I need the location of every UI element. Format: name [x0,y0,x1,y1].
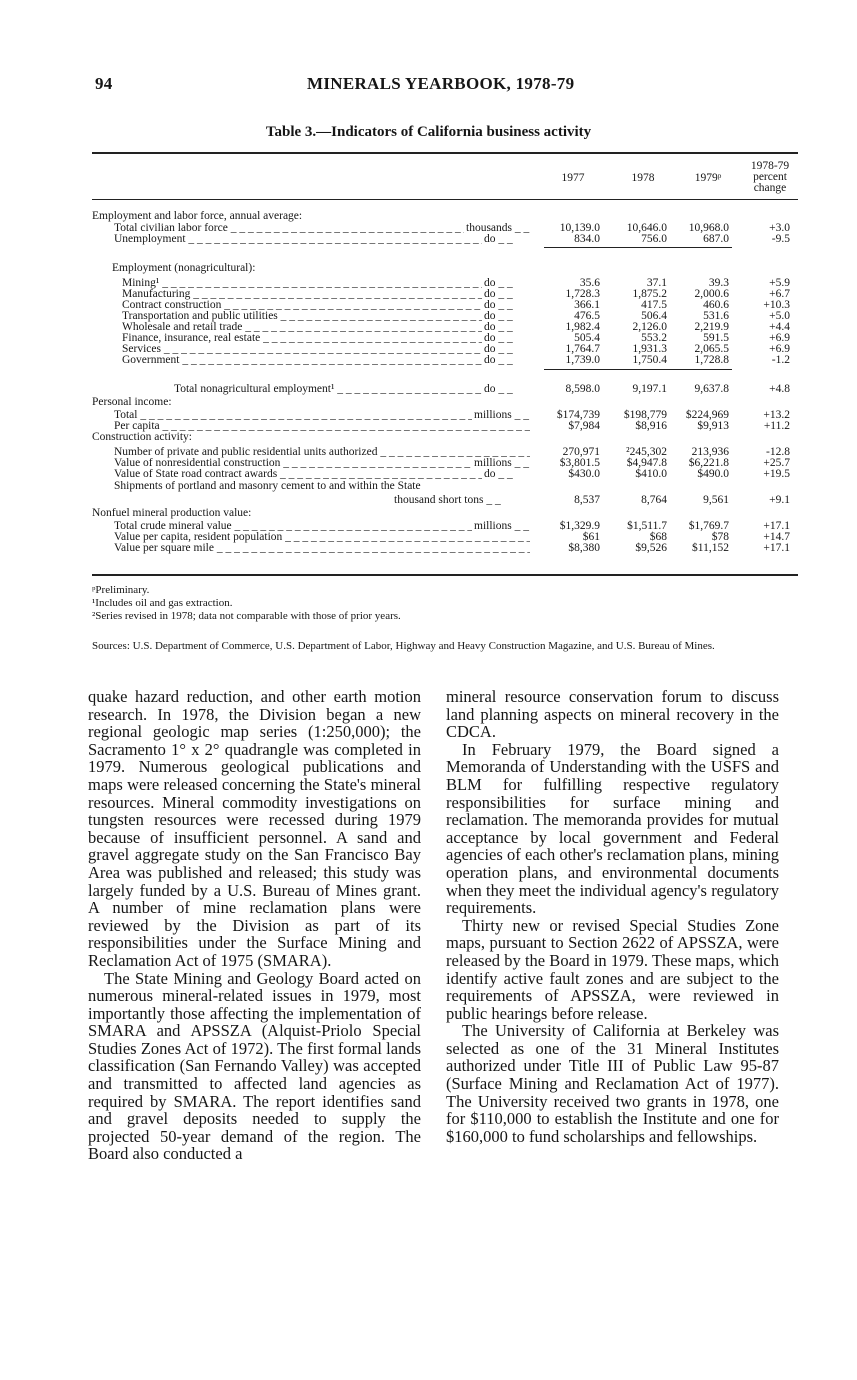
table-top-rule [92,152,798,154]
cell-1978: 2,126.0 [632,321,667,333]
cell-change: -1.2 [771,354,790,366]
row-unit: millions _ _ [472,521,529,532]
row-unit: do _ _ [482,333,513,344]
column-header-1979: 1979ᵖ [694,172,722,184]
cell-1977: 270,971 [562,446,600,458]
cell-1978: 1,931.3 [632,343,667,355]
table-subtotal-rule [544,247,732,248]
table-row [92,543,798,554]
table-row [92,384,798,395]
table-bottom-rule [92,574,798,576]
table-row [92,322,798,333]
row-label: Value of State road contract awards _ _ _ [114,469,482,480]
cell-change: +6.9 [769,343,790,355]
footnote-preliminary: ᵖPreliminary. [92,584,150,596]
cell-1979: $78 [711,531,729,543]
cell-1977: $3,801.5 [559,457,600,469]
cell-1977: $174,739 [556,409,600,421]
page-number: 94 [95,74,113,93]
row-label: Total crude mineral value _ _ _ [114,521,472,532]
row-label: Services _ _ _ [122,344,482,355]
cell-1977: 10,139.0 [559,222,600,234]
cell-change: +14.7 [763,531,790,543]
cell-1979: $6,221.8 [688,457,729,469]
table-row [92,344,798,355]
cell-1979: 9,561 [703,494,729,506]
cell-change: +4.8 [769,383,790,395]
cell-1979: 2,065.5 [694,343,729,355]
paragraph: In February 1979, the Board signed a Memoranda of Understanding with the USFS and BLM for fulfilling respective regulatory responsibilities for surface mining and reclamation. The memoranda provides for mutual acceptance by local government and Federal agencies of each other's reclamation plans, mining operation plans, and environmental documents when they meet the individual agency's regulatory requirements. [446,739,779,918]
column-header-change-line2: percent [753,171,787,183]
column-header-1978: 1978 [631,172,655,184]
table-sources: Sources: U.S. Department of Commerce, U.S. Department of Labor, Highway and Heavy Construction Magazine, and U.S. Bureau of Mines. [92,640,715,652]
row-label: Total nonagricultural employment¹ _ _ _ [174,384,482,395]
paragraph: mineral resource conservation forum to discuss land planning aspects on mineral recovery in the CDCA. [446,687,779,742]
table-row [92,521,798,532]
cell-1979: $9,913 [697,420,729,432]
cell-1977: 1,728.3 [565,288,600,300]
cell-1978: 10,646.0 [626,222,667,234]
cell-1979: 531.6 [703,310,729,322]
cell-1978: 1,875.2 [632,288,667,300]
cell-1978: $9,526 [635,542,667,554]
cell-change: +17.1 [763,542,790,554]
cell-change: +5.0 [769,310,790,322]
cell-1978: 756.0 [641,233,667,245]
row-unit: do _ _ [482,322,513,333]
cell-1979: $1,769.7 [688,520,729,532]
footnote-1: ¹Includes oil and gas extraction. [92,597,233,609]
row-unit: do _ _ [482,469,513,480]
paragraph: The University of California at Berkeley was selected as one of the 31 Mineral Institutes authorized under Title III of Public Law 95-87 (Surface Mining and Reclamation Act of 1977). The University received two grants in 1978, one for $110,000 to establish the Institute and one for $160,000 to fund scholarships and fellowships. [446,1021,779,1146]
cell-change: +11.2 [763,420,790,432]
table-row [92,311,798,322]
cell-1979: 687.0 [703,233,729,245]
row-label: Mining¹ _ _ _ [122,278,482,289]
cell-1979: 10,968.0 [688,222,729,234]
row-label: Per capita _ _ _ [114,421,530,432]
row-unit: do _ _ [482,300,513,311]
row-label: Government _ _ _ [122,355,482,366]
cell-change: -12.8 [766,446,790,458]
cell-1977: 1,764.7 [565,343,600,355]
table-row [92,355,798,366]
table-row [92,234,798,245]
cell-change: -9.5 [771,233,790,245]
cell-1978: 553.2 [641,332,667,344]
cell-1978: ²245,302 [626,446,667,458]
table-header-rule [92,199,798,200]
cell-1978: 8,764 [641,494,667,506]
cell-change: +9.1 [769,494,790,506]
cell-1977: 35.6 [579,277,600,289]
cell-1977: $8,380 [568,542,600,554]
row-unit: millions _ _ [472,410,529,421]
cell-1978: $4,947.8 [626,457,667,469]
table-row [92,458,798,469]
row-label: Value of nonresidential construction _ _ _ [114,458,472,469]
cell-1979: 39.3 [708,277,729,289]
cell-1977: $7,984 [568,420,600,432]
body-column-right [446,688,779,1145]
body-column-left [88,688,421,1163]
row-unit: do _ _ [482,289,513,300]
section-employment: Employment and labor force, annual average: [92,210,303,222]
cell-change: +19.5 [763,468,790,480]
row-unit: do _ _ [482,384,513,395]
cell-1977: 8,598.0 [565,383,600,395]
section-construction: Construction activity: [92,431,192,443]
cell-1979: 2,000.6 [694,288,729,300]
row-unit: thousands _ _ [464,223,529,234]
row-unit: do _ _ [482,234,513,245]
cell-change: +13.2 [763,409,790,421]
cell-1978: 37.1 [646,277,667,289]
table-total-rule [544,369,732,370]
row-unit: do _ _ [482,311,513,322]
row-label: Transportation and public utilities _ _ _ [122,311,482,322]
cell-change: +4.4 [769,321,790,333]
table-row [92,223,798,234]
cell-change: +25.7 [763,457,790,469]
row-unit: millions _ _ [472,458,529,469]
table-row [92,289,798,300]
row-label: Finance, insurance, real estate _ _ _ [122,333,482,344]
cell-1979: 9,637.8 [694,383,729,395]
cell-change: +17.1 [763,520,790,532]
row-label: Value per capita, resident population _ _ _ [114,532,530,543]
row-label: Total _ _ _ [114,410,472,421]
footnote-2: ²Series revised in 1978; data not comparable with those of prior years. [92,610,401,622]
row-label: Contract construction _ _ _ [122,300,482,311]
cell-1978: 1,750.4 [632,354,667,366]
cell-1977: $61 [582,531,600,543]
table-footnotes [92,584,812,623]
row-unit: thousand short tons _ _ [392,495,501,506]
cell-1977: 476.5 [574,310,600,322]
section-personal-income: Personal income: [92,396,172,408]
journal-title: MINERALS YEARBOOK, 1978-79 [307,74,575,93]
cell-1979: 213,936 [691,446,729,458]
row-label: Number of private and public residential units authorized _ _ _ [114,447,530,458]
section-nonagricultural: Employment (nonagricultural): [112,262,256,274]
column-header-change-line1: 1978-79 [750,160,790,172]
table-row [92,333,798,344]
cell-change: +6.7 [769,288,790,300]
section-cement-shipments: Shipments of portland and masonry cement to and within the State [114,480,421,492]
cell-1978: 506.4 [641,310,667,322]
cell-1979: 591.5 [703,332,729,344]
row-unit: do _ _ [482,344,513,355]
row-unit: do _ _ [482,355,513,366]
section-mineral-value: Nonfuel mineral production value: [92,507,252,519]
column-header-change-line3: change [753,182,787,194]
cell-1978: $1,511.7 [627,520,667,532]
paragraph: Thirty new or revised Special Studies Zone maps, pursuant to Section 2622 of APSSZA, were released by the Board in 1979. These maps, which identify active fault zones and are subject to the requirements of APSSZA, were reviewed in public hearings before release. [446,915,779,1023]
cell-1978: 9,197.1 [632,383,667,395]
table-caption: Table 3.—Indicators of California business activity [265,124,592,140]
cell-1977: 505.4 [574,332,600,344]
row-label: Manufacturing _ _ _ [122,289,482,300]
table-row [92,495,798,506]
table-row [92,469,798,480]
cell-1979: $490.0 [697,468,729,480]
row-label: Unemployment _ _ _ [114,234,482,245]
cell-1977: 1,982.4 [565,321,600,333]
row-label: Wholesale and retail trade _ _ _ [122,322,482,333]
cell-1977: 834.0 [574,233,600,245]
cell-1978: $410.0 [635,468,667,480]
table-row [92,421,798,432]
cell-change: +3.0 [769,222,790,234]
row-label: Value per square mile _ _ _ [114,543,530,554]
cell-1979: 460.6 [703,299,729,311]
cell-1978: $8,916 [635,420,667,432]
row-unit: do _ _ [482,278,513,289]
cell-1978: 417.5 [641,299,667,311]
cell-1979: 1,728.8 [694,354,729,366]
cell-1977: 1,739.0 [565,354,600,366]
cell-1977: 8,537 [574,494,600,506]
cell-change: +6.9 [769,332,790,344]
paragraph: quake hazard reduction, and other earth motion research. In 1978, the Division began a new regional geologic map series (1:250,000); the Sacramento 1° x 2° quadrangle was completed in 1979. Numerous geological publications and maps were released concerning the State's mineral resources. Mineral commodity investigations on tungsten resources were recessed during 1979 because of insufficient personnel. A sand and gravel aggregate study on the San Francisco Bay Area was published and released; this study was largely funded by a U.S. Bureau of Mines grant. A number of mine reclamation plans were reviewed by the Division as part of its responsibilities under the Surface Mining and Reclamation Act of 1975 (SMARA). [88,687,421,970]
cell-change: +10.3 [763,299,790,311]
cell-1977: $430.0 [568,468,600,480]
cell-1977: $1,329.9 [559,520,600,532]
paragraph: The State Mining and Geology Board acted on numerous mineral-related issues in 1979, most importantly those affecting the implementation of SMARA and APSSZA (Alquist-Priolo Special Studies Zones Act of 1972). The first formal lands classification (San Fernando Valley) was accepted and transmitted to affected land agencies as required by SMARA. The report identifies sand and gravel deposits needed to supply the projected 50-year demand of the region. The Board also conducted a [88,968,421,1164]
table-row [92,410,798,421]
cell-1978: $198,779 [623,409,667,421]
cell-1977: 366.1 [574,299,600,311]
cell-1979: 2,219.9 [694,321,729,333]
cell-1979: $224,969 [685,409,729,421]
column-header-1977: 1977 [561,172,585,184]
table-row [92,278,798,289]
row-label: Total civilian labor force _ _ _ [114,223,464,234]
cell-change: +5.9 [769,277,790,289]
column-header-change [740,161,800,194]
cell-1978: $68 [649,531,667,543]
table-row [92,300,798,311]
cell-1979: $11,152 [692,542,729,554]
